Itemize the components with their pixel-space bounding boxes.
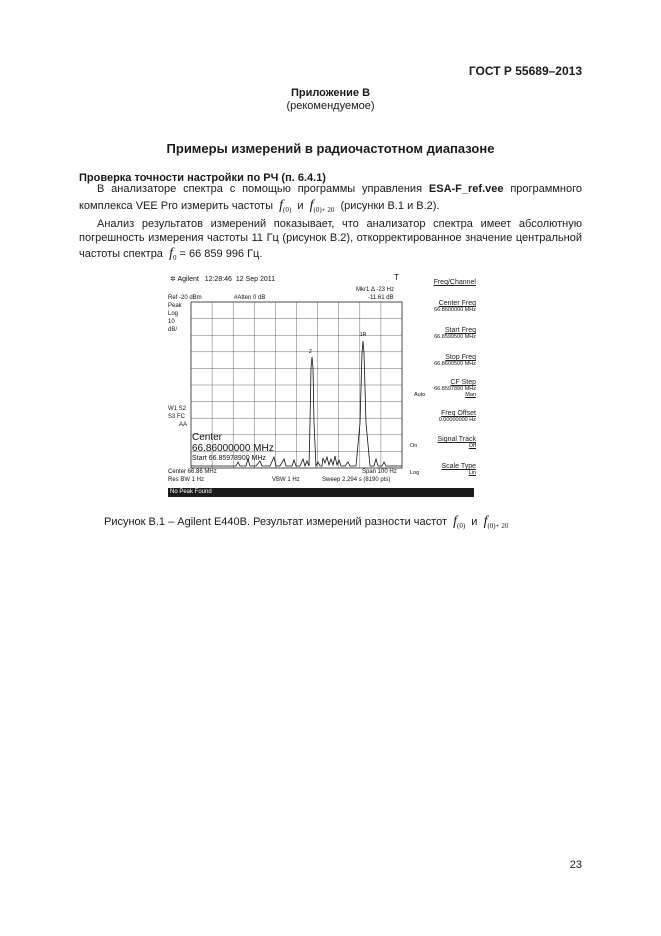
formula-f-zero: $f_0$ <box>169 246 177 262</box>
paragraph-2-line-2: погрешность измерения частоты 11 Гц (рисунок В.2), откорректированное значение центральной <box>79 232 582 244</box>
status-message: No Peak Found <box>170 489 212 495</box>
scale-unit: dB/ <box>168 327 178 333</box>
paragraph-2-line-3: частоты спектра $f_0 = 66$ 859 996 Гц. <box>79 246 263 262</box>
trace-info-1: W1 S2 <box>168 406 187 412</box>
sweep-time: Sweep 2.294 s (8190 pts) <box>322 477 391 483</box>
detector: Peak <box>168 303 182 309</box>
spectrum-analyzer-screenshot <box>166 273 476 500</box>
trace-info-2: S3 FC <box>168 414 186 420</box>
span: Span 100 Hz <box>362 469 397 475</box>
overlay-center-label: Center <box>192 432 223 443</box>
center-frequency: Center 66.86 MHz <box>168 469 217 475</box>
caption-formula-f0-20: $f_{(0)+ 20}$ <box>483 514 509 530</box>
paragraph-2-line-1: Анализ результатов измерений показывает, что анализатор спектра имеет абсолютную <box>97 218 582 230</box>
softkey-center-freq[interactable]: Center Freq 66.8600000 MHz <box>434 300 476 313</box>
resolution-bandwidth: Res BW 1 Hz <box>168 477 205 483</box>
caption-formula-f0: $f_{(0)}$ <box>453 514 466 530</box>
status-bar <box>168 488 474 497</box>
softkey-freq-offset[interactable]: Freq Offset 0.00000000 Hz <box>438 410 476 423</box>
scale-type: Log <box>168 311 179 317</box>
softkey-cf-step[interactable]: CF Step 66.8597890 MHz Auto Man <box>414 379 476 398</box>
softkey-signal-track[interactable]: Signal Track On Off <box>410 436 476 449</box>
agilent-logo-icon: ✲ <box>170 276 176 283</box>
softkey-scale-type[interactable]: Scale Type Log Lin <box>410 463 476 476</box>
menu-freq-channel[interactable]: Freq/Channel <box>433 279 476 286</box>
figure-caption: Рисунок В.1 – Agilent E440B. Результат измерений разности частот $f_{(0)}$ и $f_{(0)+ 20}$ <box>104 514 509 530</box>
document-code: ГОСТ Р 55689–2013 <box>468 64 582 78</box>
ref-level: Ref -20 dBm <box>168 295 202 301</box>
formula-f0: $f_{(0)}$ <box>279 198 292 214</box>
marker-2-label: 2 <box>309 349 312 355</box>
softkey-start-freq[interactable]: Start Freq 66.8599500 MHz <box>434 327 476 340</box>
scale-value: 10 <box>168 319 175 325</box>
marker-delta: Mkr1 Δ -23 Hz <box>356 287 395 293</box>
video-bandwidth: VBW 1 Hz <box>272 477 300 483</box>
subsection-heading: Проверка точности настройки по РЧ (п. 6.4.1) <box>79 172 326 184</box>
appendix-title: Приложение В <box>290 87 371 99</box>
trigger-mark: T <box>394 273 399 282</box>
trace-info-3: AA <box>179 422 188 428</box>
formula-f0-20: $f_{(0)+ 20}$ <box>309 198 335 214</box>
appendix-subtitle: (рекомендуемое) <box>286 100 375 112</box>
paragraph-1-line-2: комплекса VEE Pro измерить частоты $f_{(0)}$ и $f_{(0)+ 20}$ (рисунки В.1 и В.2). <box>79 198 440 214</box>
marker-delta-value: -11.61 dB <box>368 295 394 301</box>
page-number: 23 <box>569 859 582 871</box>
marker-1r-label: 1R <box>360 332 367 338</box>
agilent-header: ✲ Agilent 12:28:46 12 Sep 2011 <box>170 276 276 283</box>
program-name: ESA-F_ref.vee <box>428 183 504 195</box>
attenuation: #Atten 0 dB <box>234 295 266 301</box>
section-title: Примеры измерений в радиочастотном диапазоне <box>166 141 495 156</box>
overlay-center-value: 66.86000000 MHz <box>192 443 274 454</box>
paragraph-1-line-1: В анализаторе спектра с помощью программы управления ESA-F_ref.vee программного <box>97 183 582 195</box>
overlay-start-value: Start 66.85978900 MHz <box>192 455 266 462</box>
softkey-stop-freq[interactable]: Stop Freq 66.8600500 MHz <box>434 354 476 367</box>
